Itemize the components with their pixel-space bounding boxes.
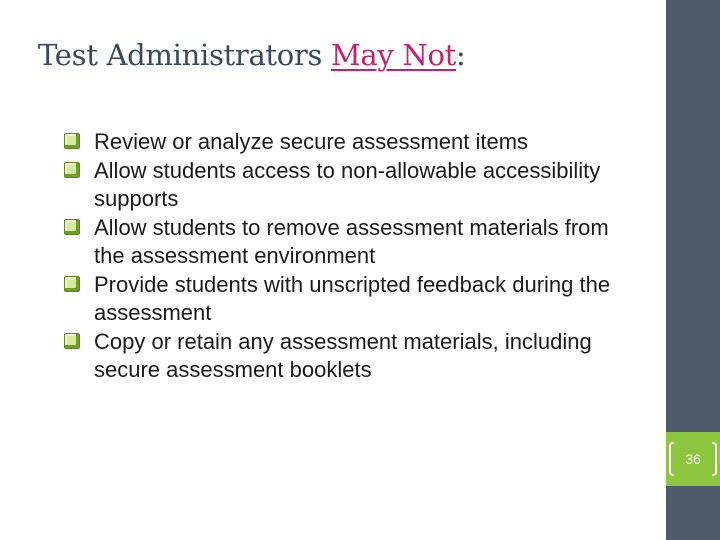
list-item (64, 128, 644, 156)
checkbox-icon (64, 162, 80, 178)
checkbox-icon (64, 133, 80, 149)
page-number-badge (666, 432, 720, 486)
title-emphasis: May Not (331, 38, 456, 72)
list-item (64, 328, 644, 384)
list-item (64, 271, 644, 327)
list-item (64, 214, 644, 270)
bullet-text: Allow students access to non-allowable accessibility supports (94, 158, 601, 211)
checkbox-icon (64, 333, 80, 349)
bullet-text: Provide students with unscripted feedback during the assessment (94, 272, 611, 325)
slide-title (38, 38, 465, 72)
bullet-text: Allow students to remove assessment materials from the assessment environment (94, 215, 609, 268)
bullet-text: Copy or retain any assessment materials, including secure assessment booklets (94, 329, 592, 382)
bullet-list (64, 128, 644, 385)
list-item (64, 157, 644, 213)
bullet-text: Review or analyze secure assessment items (94, 129, 529, 154)
page-number: 36 (685, 451, 701, 467)
right-bracket-icon (712, 442, 717, 476)
title-prefix: Test Administrators (38, 38, 332, 72)
title-suffix: : (456, 38, 466, 72)
checkbox-icon (64, 219, 80, 235)
checkbox-icon (64, 276, 80, 292)
